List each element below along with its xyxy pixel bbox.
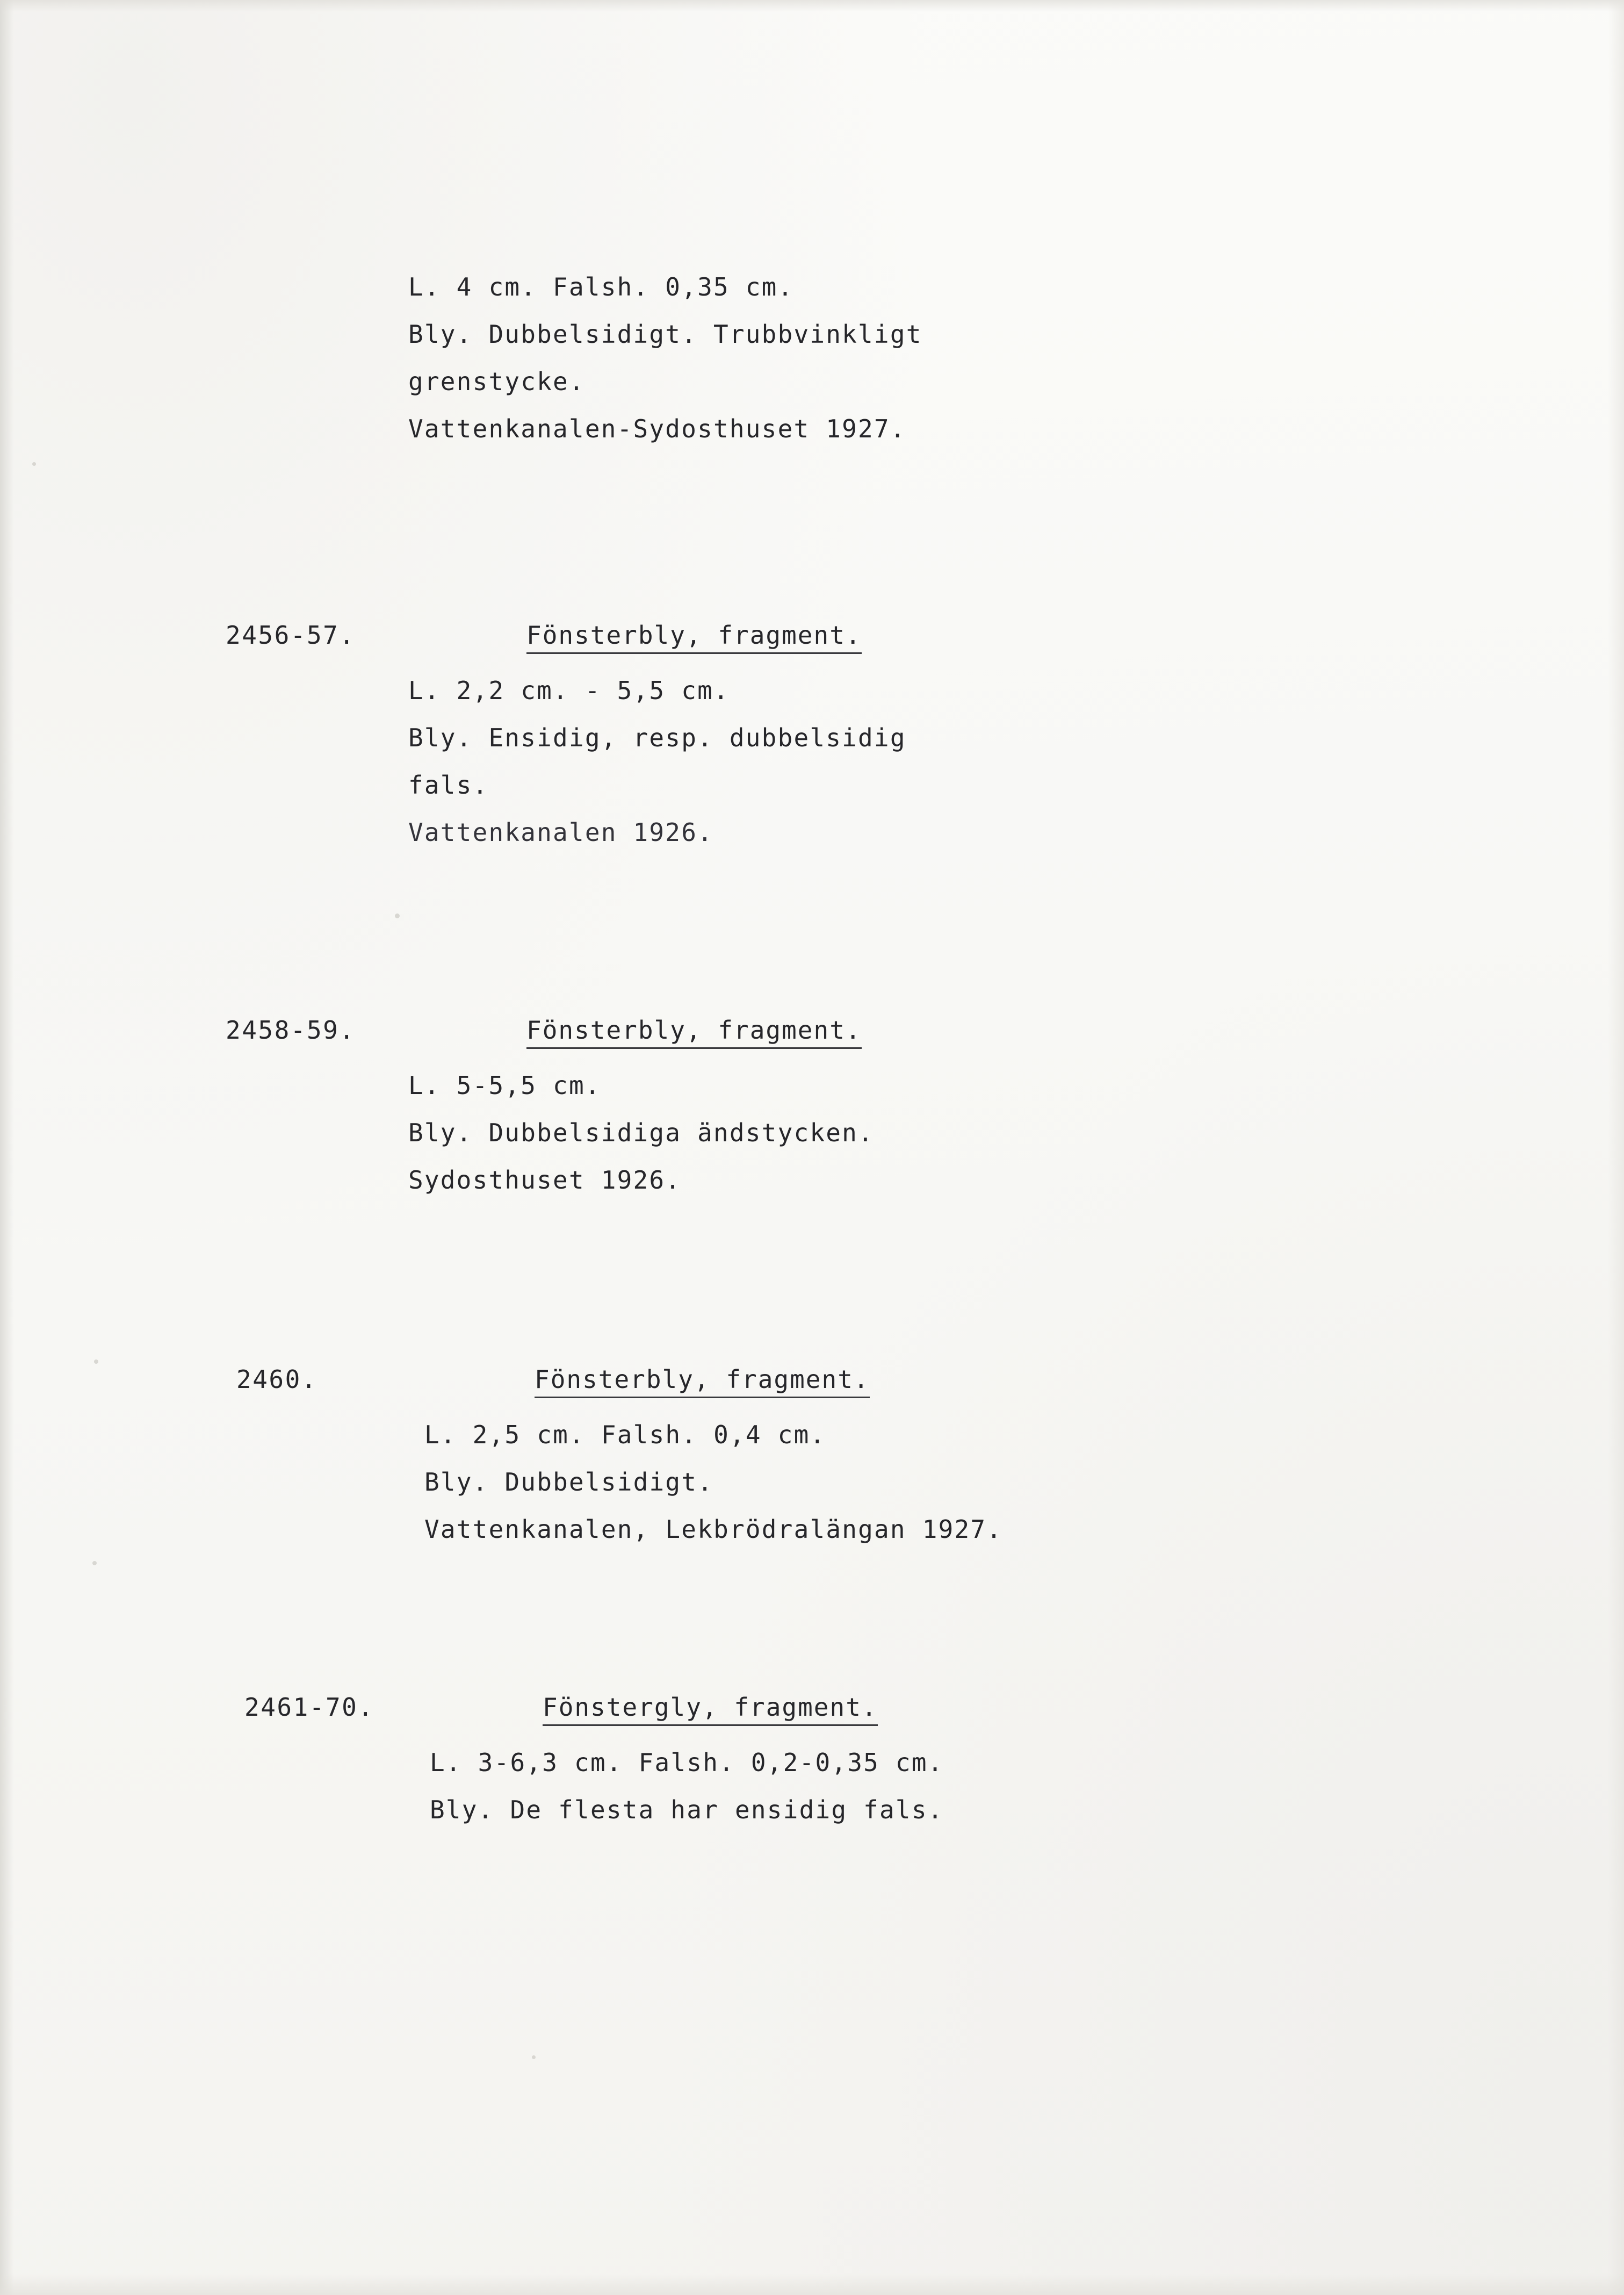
page-edge-shadow-bottom bbox=[0, 2274, 1624, 2295]
entry-line: fals. bbox=[408, 771, 489, 800]
page-edge-shadow-right bbox=[1608, 0, 1624, 2295]
entry-description bbox=[424, 1411, 1002, 1553]
entry-line: L. 3-6,3 cm. Falsh. 0,2-0,35 cm. bbox=[430, 1748, 944, 1777]
entry-title: Fönsterbly, fragment. bbox=[535, 1365, 870, 1398]
entry-title: Fönstergly, fragment. bbox=[543, 1693, 878, 1726]
catalog-entry bbox=[0, 621, 1289, 847]
paper-speck bbox=[532, 2055, 536, 2059]
entry-line: Vattenkanalen, Lekbrödralängan 1927. bbox=[424, 1515, 1003, 1544]
entry-title: Fönsterbly, fragment. bbox=[526, 621, 862, 654]
entry-line: Vattenkanalen 1926. bbox=[408, 818, 713, 847]
entry-line: Vattenkanalen-Sydosthuset 1927. bbox=[408, 414, 906, 443]
entry-line: L. 2,2 cm. - 5,5 cm. bbox=[408, 676, 730, 705]
entry-line: Bly. Dubbelsidigt. Trubbvinkligt bbox=[408, 320, 922, 349]
entry-catalog-number: 2460. bbox=[236, 1365, 317, 1394]
entry-line: Bly. Dubbelsidiga ändstycken. bbox=[408, 1118, 874, 1147]
entry-line: grenstycke. bbox=[408, 367, 585, 396]
entry-description bbox=[408, 667, 906, 856]
page-edge-shadow-top bbox=[0, 0, 1624, 12]
catalog-entry bbox=[0, 1365, 1289, 1544]
entry-header bbox=[0, 1693, 1289, 1739]
page-edge-shadow-left bbox=[0, 0, 14, 2295]
entry-header bbox=[0, 621, 1289, 667]
entry-line: L. 4 cm. Falsh. 0,35 cm. bbox=[408, 272, 794, 301]
entry-catalog-number: 2458-59. bbox=[226, 1016, 356, 1045]
entry-header bbox=[0, 1365, 1289, 1411]
entry-line: Sydosthuset 1926. bbox=[408, 1166, 682, 1195]
entry-line: L. 5-5,5 cm. bbox=[408, 1071, 601, 1100]
paper-speck bbox=[94, 1359, 98, 1364]
entry-line: L. 2,5 cm. Falsh. 0,4 cm. bbox=[424, 1420, 826, 1449]
paper-speck bbox=[395, 913, 400, 918]
paper-speck bbox=[32, 462, 36, 466]
entry-line: Bly. Dubbelsidigt. bbox=[424, 1467, 714, 1497]
catalog-entry bbox=[0, 1016, 1289, 1195]
entry-catalog-number: 2461-70. bbox=[244, 1693, 374, 1722]
entry-description bbox=[430, 1739, 944, 1833]
catalog-entry bbox=[0, 1693, 1289, 1824]
entry-line: Bly. De flesta har ensidig fals. bbox=[430, 1795, 944, 1824]
paper-speck bbox=[92, 1561, 97, 1565]
entry-title: Fönsterbly, fragment. bbox=[526, 1016, 862, 1049]
entry-description bbox=[408, 1062, 874, 1204]
entry-catalog-number: 2456-57. bbox=[226, 621, 356, 650]
entry-line: Bly. Ensidig, resp. dubbelsidig bbox=[408, 723, 906, 752]
entry-header bbox=[0, 1016, 1289, 1062]
entry-description bbox=[408, 263, 922, 452]
